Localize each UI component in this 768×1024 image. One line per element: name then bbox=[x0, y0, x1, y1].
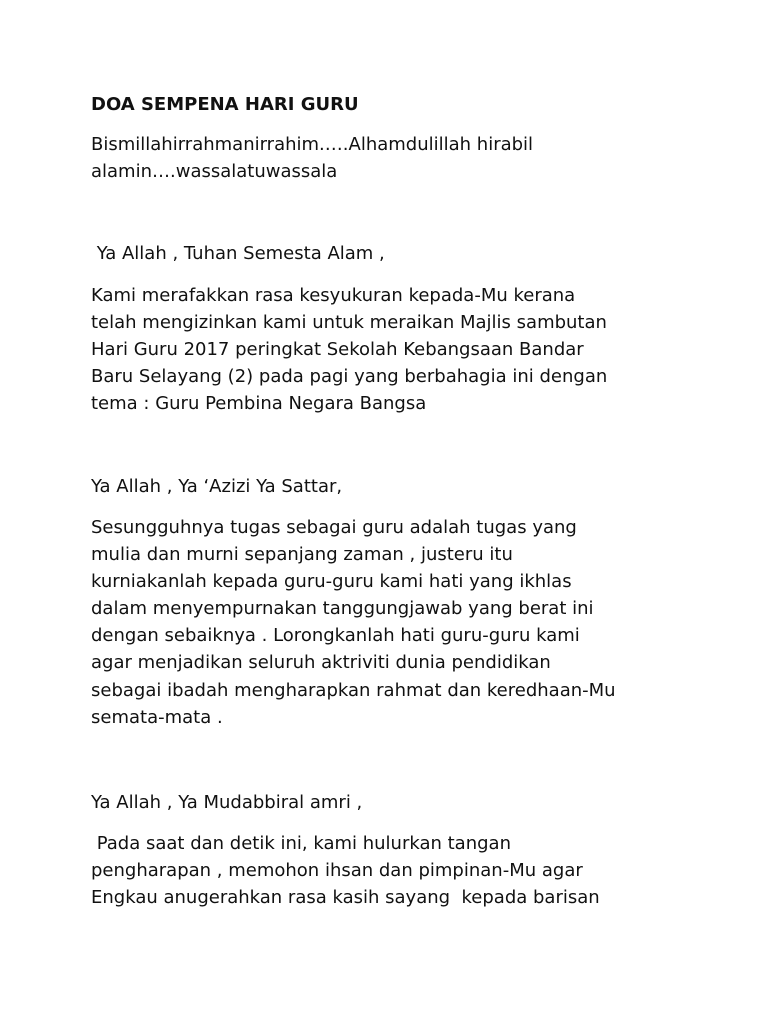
text-line: Pada saat dan detik ini, kami hulurkan tangan bbox=[91, 833, 511, 854]
paragraph-opening bbox=[91, 131, 533, 185]
text-line: mulia dan murni sepanjang zaman , justeru itu bbox=[91, 544, 513, 566]
text-line: alamin….wassalatuwassala bbox=[91, 161, 338, 183]
text-line: Bismillahirrahmanirrahim.….Alhamdulillah hirabil bbox=[91, 134, 534, 155]
paragraph-petition bbox=[91, 830, 600, 911]
text-line: Kami merafakkan rasa kesyukuran kepada-Mu kerana bbox=[91, 285, 576, 306]
text-line: agar menjadikan seluruh aktriviti dunia pendidikan bbox=[91, 652, 551, 674]
paragraph-gratitude bbox=[91, 282, 607, 417]
text-line: Engkau anugerahkan rasa kasih sayang kepada barisan bbox=[91, 887, 600, 909]
text-line: sebagai ibadah mengharapkan rahmat dan keredhaan-Mu bbox=[91, 679, 616, 701]
text-line: dengan sebaiknya . Lorongkanlah hati guru-guru kami bbox=[91, 625, 580, 647]
text-line: Ya Allah , Ya Mudabbiral amri , bbox=[91, 792, 363, 813]
text-line: Hari Guru 2017 peringkat Sekolah Kebangsaan Bandar bbox=[91, 339, 584, 361]
text-line: pengharapan , memohon ihsan dan pimpinan-Mu agar bbox=[91, 860, 583, 882]
text-line: Ya Allah , Tuhan Semesta Alam , bbox=[91, 243, 385, 264]
paragraph-invocation-1 bbox=[91, 240, 385, 267]
text-line: dalam menyempurnakan tanggungjawab yang berat ini bbox=[91, 598, 594, 620]
text-line: Ya Allah , Ya ‘Azizi Ya Sattar, bbox=[91, 476, 343, 497]
text-line: Sesungguhnya tugas sebagai guru adalah tugas yang bbox=[91, 517, 577, 538]
text-line: telah mengizinkan kami untuk meraikan Majlis sambutan bbox=[91, 312, 607, 334]
text-line: Baru Selayang (2) pada pagi yang berbahagia ini dengan bbox=[91, 366, 608, 388]
text-line: semata-mata . bbox=[91, 706, 223, 728]
document-title: DOA SEMPENA HARI GURU bbox=[91, 94, 359, 115]
text-line: kurniakanlah kepada guru-guru kami hati yang ikhlas bbox=[91, 571, 572, 593]
paragraph-teacher-duty bbox=[91, 514, 616, 731]
text-line: tema : Guru Pembina Negara Bangsa bbox=[91, 393, 427, 415]
paragraph-invocation-3 bbox=[91, 789, 362, 816]
paragraph-invocation-2 bbox=[91, 473, 342, 500]
